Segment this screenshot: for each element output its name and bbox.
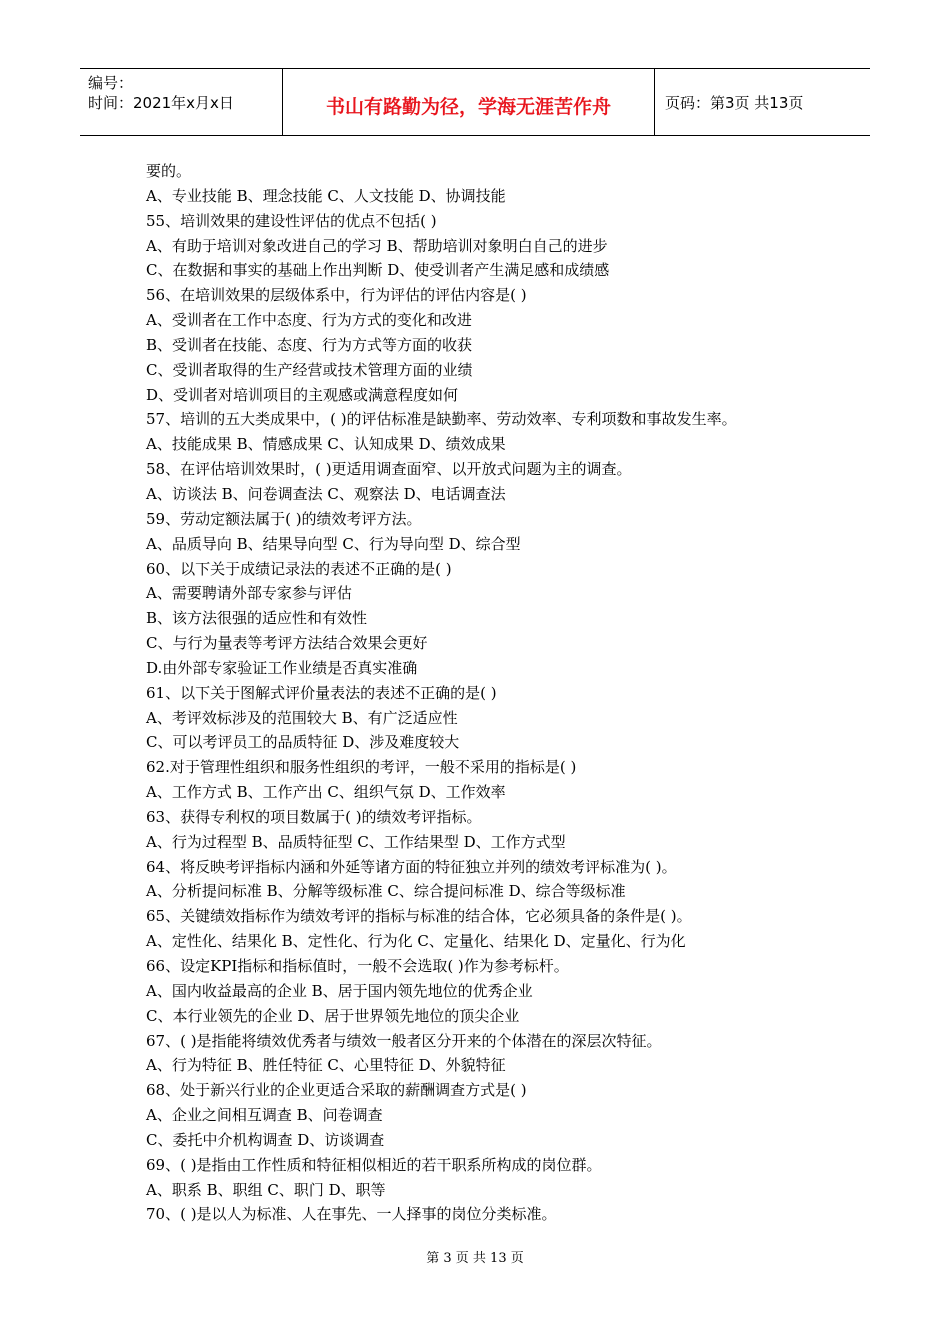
text-line: A、专业技能 B、理念技能 C、人文技能 D、协调技能 (146, 186, 506, 205)
text-line: A、考评效标涉及的范围较大 B、有广泛适应性 (146, 708, 458, 727)
page-header (80, 68, 870, 136)
text-line: A、访谈法 B、问卷调查法 C、观察法 D、电话调查法 (146, 484, 506, 503)
page-footer: 第 3 页 共 13 页 (426, 1251, 524, 1266)
header-page-number: 页码：第3页 共13页 (665, 93, 804, 112)
text-line: 63、获得专利权的项目数属于( )的绩效考评指标。 (146, 807, 482, 826)
text-line: A、行为特征 B、胜任特征 C、心里特征 D、外貌特征 (146, 1056, 506, 1075)
text-line: C、受训者取得的生产经营或技术管理方面的业绩 (146, 360, 473, 379)
text-line: A、技能成果 B、情感成果 C、认知成果 D、绩效成果 (146, 435, 506, 454)
text-line: 67、( )是指能将绩效优秀者与绩效一般者区分开来的个体潜在的深层次特征。 (146, 1031, 662, 1050)
header-info-cell (80, 69, 283, 135)
text-line: 65、关键绩效指标作为绩效考评的指标与标准的结合体，它必须具备的条件是( )。 (146, 907, 692, 926)
text-line: C、在数据和事实的基础上作出判断 D、使受训者产生满足感和成绩感 (146, 261, 610, 280)
text-line: A、定性化、结果化 B、定性化、行为化 C、定量化、结果化 D、定量化、行为化 (146, 932, 686, 951)
text-line: A、需要聘请外部专家参与评估 (146, 584, 352, 603)
text-line: 61、以下关于图解式评价量表法的表述不正确的是( ) (146, 683, 497, 702)
text-line: 69、( )是指由工作性质和特征相似相近的若干职系所构成的岗位群。 (146, 1155, 602, 1174)
text-line: A、行为过程型 B、品质特征型 C、工作结果型 D、工作方式型 (146, 832, 566, 851)
text-line: B、该方法很强的适应性和有效性 (146, 609, 368, 628)
document-body (146, 159, 846, 1227)
text-line: 62.对于管理性组织和服务性组织的考评，一般不采用的指标是( ) (146, 758, 577, 777)
text-line: C、本行业领先的企业 D、居于世界领先地位的顶尖企业 (146, 1006, 520, 1025)
text-line: A、受训者在工作中态度、行为方式的变化和改进 (146, 311, 472, 330)
text-line: 64、将反映考评指标内涵和外延等诸方面的特征独立并列的绩效考评标准为( )。 (146, 857, 677, 876)
time-label: 时间：2021年x月x日 (88, 94, 234, 112)
text-line: A、职系 B、职组 C、职门 D、职等 (146, 1180, 386, 1199)
text-line: 55、培训效果的建设性评估的优点不包括( ) (146, 211, 437, 230)
text-line: C、委托中介机构调查 D、访谈调查 (146, 1130, 385, 1149)
text-line: 66、设定KPI指标和指标值时，一般不会选取( )作为参考标杆。 (146, 957, 569, 975)
text-line: 要的。 (146, 162, 192, 180)
header-motto: 书山有路勤为径，学海无涯苦作舟 (283, 69, 655, 135)
text-line: A、国内收益最高的企业 B、居于国内领先地位的优秀企业 (146, 981, 533, 1000)
serial-label: 编号： (88, 74, 134, 92)
text-line: 56、在培训效果的层级体系中，行为评估的评估内容是( ) (146, 286, 527, 305)
text-line: 70、( )是以人为标准、人在事先、一人择事的岗位分类标准。 (146, 1205, 557, 1224)
text-line: 68、处于新兴行业的企业更适合采取的薪酬调查方式是( ) (146, 1081, 527, 1100)
text-line: 58、在评估培训效果时，( )更适用调查面窄、以开放式问题为主的调查。 (146, 460, 632, 479)
text-line: 57、培训的五大类成果中，( )的评估标准是缺勤率、劳动效率、专利项数和事故发生率。 (146, 410, 737, 429)
text-line: 60、以下关于成绩记录法的表述不正确的是( ) (146, 559, 452, 578)
text-line: C、可以考评员工的品质特征 D、涉及难度较大 (146, 733, 460, 752)
text-line: C、与行为量表等考评方法结合效果会更好 (146, 634, 428, 653)
text-line: A、品质导向 B、结果导向型 C、行为导向型 D、综合型 (146, 534, 521, 553)
text-line: B、受训者在技能、态度、行为方式等方面的收获 (146, 335, 473, 354)
text-line: D.由外部专家验证工作业绩是否真实准确 (146, 658, 418, 677)
text-line: D、受训者对培训项目的主观感或满意程度如何 (146, 385, 459, 404)
text-line: A、分析提问标准 B、分解等级标准 C、综合提问标准 D、综合等级标准 (146, 882, 626, 901)
text-line: A、工作方式 B、工作产出 C、组织气氛 D、工作效率 (146, 783, 506, 802)
text-line: A、企业之间相互调查 B、问卷调查 (146, 1106, 383, 1125)
text-line: 59、劳动定额法属于( )的绩效考评方法。 (146, 509, 422, 528)
text-line: A、有助于培训对象改进自己的学习 B、帮助培训对象明白自己的进步 (146, 236, 608, 255)
